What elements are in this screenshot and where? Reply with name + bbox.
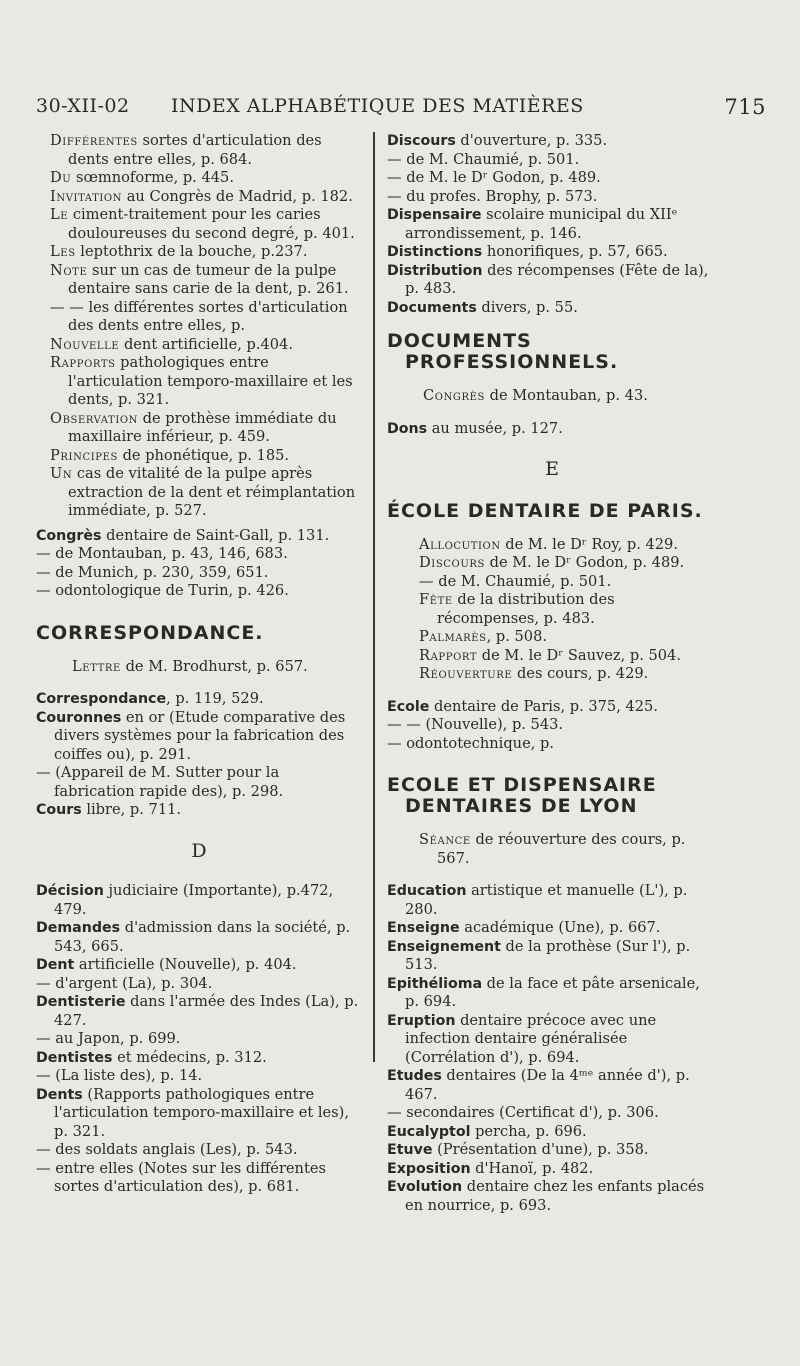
- left-column: [36, 132, 362, 1197]
- index-entry: — (La liste des), p. 14.: [36, 1067, 203, 1084]
- index-entry: Rapports pathologiques entre l'articulation temporo-maxillaire et les dents, p. 321.: [50, 354, 353, 408]
- index-entry: Eucalyptol percha, p. 696.: [387, 1122, 587, 1140]
- index-entry: — — les différentes sortes d'articulation des dents entre elles, p.: [50, 298, 348, 334]
- column-divider: [373, 132, 375, 1062]
- index-entry: Dispensaire scolaire municipal du XIIᵉ arrondissement, p. 146.: [387, 206, 678, 242]
- section-heading: DOCUMENTS PROFESSIONNELS.: [387, 330, 619, 373]
- index-entry: — du profes. Brophy, p. 573.: [387, 187, 598, 205]
- index-entry: Congrès de Montauban, p. 43.: [423, 387, 648, 404]
- section-letter: D: [191, 839, 207, 862]
- index-entry: — — (Nouvelle), p. 543.: [387, 716, 564, 733]
- index-entry: Nouvelle dent artificielle, p.404.: [50, 335, 293, 353]
- index-entry: Etuve (Présentation d'une), p. 358.: [387, 1141, 649, 1158]
- section-heading: ÉCOLE DENTAIRE DE PARIS.: [387, 499, 703, 522]
- index-entry: — de Munich, p. 230, 359, 651.: [36, 563, 269, 581]
- index-entry: Dents (Rapports pathologiques entre l'articulation temporo-maxillaire et les), p. 321.: [36, 1085, 350, 1140]
- index-entry: Documents divers, p. 55.: [387, 298, 578, 316]
- index-entry: — de Montauban, p. 43, 146, 683.: [36, 545, 288, 562]
- index-entry: — au Japon, p. 699.: [36, 1030, 181, 1047]
- index-entry: Fête de la distribution des récompenses, p. 483.: [419, 591, 615, 627]
- index-entry: Evolution dentaire chez les enfants placés en nourrice, p. 693.: [387, 1178, 705, 1214]
- index-entry: Education artistique et manuelle (L'), p. 280.: [387, 882, 688, 918]
- index-entry: Principes de phonétique, p. 185.: [50, 446, 290, 464]
- index-entry: — entre elles (Notes sur les différentes sortes d'articulation des), p. 681.: [36, 1159, 326, 1195]
- index-entry: Exposition d'Hanoï, p. 482.: [387, 1159, 594, 1177]
- index-entry: Palmarès, p. 508.: [419, 628, 548, 645]
- index-entry: Distinctions honorifiques, p. 57, 665.: [387, 243, 668, 260]
- header-date: 30-XII-02: [36, 95, 130, 117]
- index-entry: — de M. Chaumié, p. 501.: [387, 150, 580, 168]
- index-entry: Séance de réouverture des cours, p. 567.: [419, 831, 686, 867]
- congres-block: [36, 527, 362, 1197]
- index-entry: — d'argent (La), p. 304.: [36, 974, 213, 992]
- index-entry: Distribution des récompenses (Fête de la), p. 483.: [387, 261, 709, 297]
- index-entry: Discours de M. le Dʳ Godon, p. 489.: [419, 554, 685, 571]
- index-entry: — secondaires (Certificat d'), p. 306.: [387, 1104, 659, 1121]
- section-heading: CORRESPONDANCE.: [36, 621, 264, 644]
- index-entry: — (Appareil de M. Sutter pour la fabrication rapide des), p. 298.: [36, 764, 284, 800]
- index-entry: Rapport de M. le Dʳ Sauvez, p. 504.: [419, 646, 681, 664]
- index-entry: — de M. le Dʳ Godon, p. 489.: [387, 169, 601, 186]
- index-entry: Le ciment-traitement pour les caries douloureuses du second degré, p. 401.: [50, 206, 355, 242]
- index-entry: Ecole dentaire de Paris, p. 375, 425.: [387, 697, 658, 715]
- index-entry: Dentisterie dans l'armée des Indes (La), p. 427.: [36, 993, 359, 1029]
- index-entry: — des soldats anglais (Les), p. 543.: [36, 1141, 298, 1158]
- index-entry: Cours libre, p. 711.: [36, 801, 182, 818]
- index-entry: Epithélioma de la face et pâte arsenicale, p. 694.: [387, 974, 700, 1010]
- index-entry: — odontotechnique, p.: [387, 734, 554, 752]
- index-entry: Différentes sortes d'articulation des dents entre elles, p. 684.: [50, 132, 322, 168]
- page-header: [36, 95, 766, 129]
- index-entry: Correspondance, p. 119, 529.: [36, 690, 264, 707]
- index-entry: Note sur un cas de tumeur de la pulpe dentaire sans carie de la dent, p. 261.: [50, 261, 349, 297]
- index-entry: Enseigne académique (Une), p. 667.: [387, 919, 661, 936]
- index-entry: Allocution de M. le Dʳ Roy, p. 429.: [419, 535, 678, 553]
- page-number: 715: [724, 95, 766, 119]
- index-entry: — odontologique de Turin, p. 426.: [36, 582, 289, 599]
- index-entry: — de M. Chaumié, p. 501.: [419, 572, 612, 590]
- index-entry: Un cas de vitalité de la pulpe après extraction de la dent et réimplantation immédiate, p. 527.: [50, 465, 356, 519]
- index-entry: Demandes d'admission dans la société, p. 543, 665.: [36, 919, 351, 955]
- index-entry: Couronnes en or (Etude comparative des divers systèmes pour la fabrication des coiffes ou), p. 291.: [36, 708, 346, 763]
- index-entry: Observation de prothèse immédiate du maxillaire inférieur, p. 459.: [50, 409, 337, 445]
- index-entry: Enseignement de la prothèse (Sur l'), p. 513.: [387, 937, 691, 973]
- index-entry: Du sœmnoforme, p. 445.: [50, 169, 234, 186]
- index-entry: Eruption dentaire précoce avec une infection dentaire généralisée (Corrélation d'), p. 694.: [387, 1011, 657, 1066]
- index-entry: Congrès dentaire de Saint-Gall, p. 131.: [36, 526, 330, 544]
- header-title: INDEX ALPHABÉTIQUE DES MATIÈRES: [171, 95, 584, 117]
- index-entry: Invitation au Congrès de Madrid, p. 182.: [50, 187, 353, 205]
- right-column: [387, 132, 717, 1215]
- index-entry: Etudes dentaires (De la 4ᵐᵉ année d'), p. 467.: [387, 1067, 690, 1103]
- index-entry: Lettre de M. Brodhurst, p. 657.: [72, 657, 308, 675]
- index-entry: Dons au musée, p. 127.: [387, 419, 563, 437]
- index-entry: Dentistes et médecins, p. 312.: [36, 1048, 267, 1066]
- index-entry: Décision judiciaire (Importante), p.472, 479.: [36, 882, 334, 918]
- index-entry: Discours d'ouverture, p. 335.: [387, 132, 608, 149]
- index-entry: Les leptothrix de la bouche, p.237.: [50, 243, 308, 260]
- index-entry: Réouverture des cours, p. 429.: [419, 665, 649, 682]
- section-heading: ECOLE ET DISPENSAIRE DENTAIRES DE LYON: [387, 774, 657, 817]
- section-letter: E: [545, 458, 559, 480]
- index-entry: Dent artificielle (Nouvelle), p. 404.: [36, 956, 297, 973]
